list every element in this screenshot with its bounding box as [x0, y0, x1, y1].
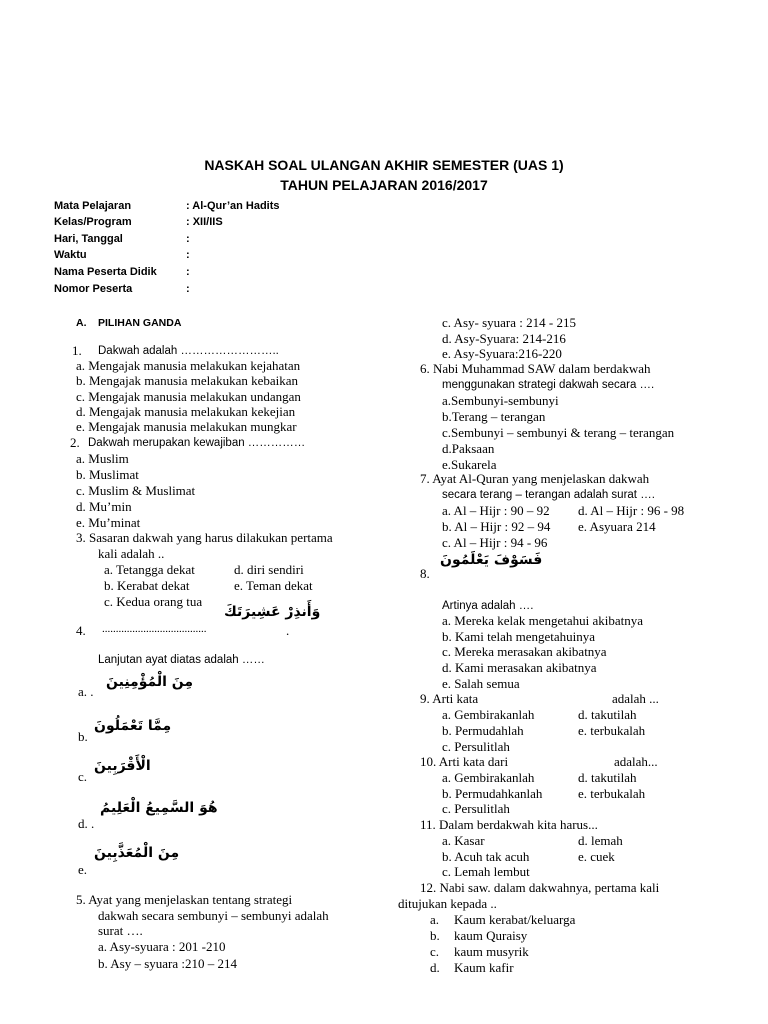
- question-stem: dakwah secara sembunyi – sembunyi adalah: [98, 908, 329, 923]
- info-label: Nomor Peserta: [54, 283, 133, 295]
- answer-option: Kaum kerabat/keluarga: [454, 912, 576, 927]
- answer-option: b. Asy – syuara :210 – 214: [98, 956, 238, 971]
- answer-option: d. takutilah: [578, 707, 637, 722]
- question-stem-end: adalah...: [614, 754, 658, 769]
- answer-option: d. Mu’min: [76, 499, 132, 514]
- info-value: :: [186, 266, 190, 278]
- answer-option: a.Sembunyi-sembunyi: [442, 393, 559, 408]
- answer-option: e. Mengajak manusia melakukan mungkar: [76, 419, 297, 434]
- question-stem: 6. Nabi Muhammad SAW dalam berdakwah: [420, 361, 651, 376]
- answer-option: c. Persulitlah: [442, 739, 510, 754]
- question-number: 1.: [72, 343, 82, 358]
- answer-option-label: b.: [430, 928, 440, 943]
- answer-option: b. Al – Hijr : 92 – 94: [442, 519, 551, 534]
- answer-option: b. Kami telah mengetahuinya: [442, 629, 596, 644]
- arabic-option: مِنَ الْمُؤْمِنِينَ: [106, 674, 194, 690]
- answer-option: e. terbukalah: [578, 786, 646, 801]
- answer-option: b. Permudahlah: [442, 723, 524, 738]
- answer-option: kaum musyrik: [454, 944, 529, 959]
- question-stem: 9. Arti kata: [420, 691, 479, 706]
- question-stem: 11. Dalam berdakwah kita harus...: [420, 817, 598, 832]
- arabic-option: مِمَّا تَعْمَلُونَ: [94, 718, 172, 734]
- question-stem: 10. Arti kata dari: [420, 754, 509, 769]
- answer-option: b. Kerabat dekat: [104, 578, 190, 593]
- answer-option: d.Paksaan: [442, 441, 495, 456]
- answer-option: a. Al – Hijr : 90 – 92: [442, 503, 550, 518]
- question-stem: Dakwah adalah ……………………..: [98, 345, 279, 357]
- answer-option: c. Persulitlah: [442, 801, 510, 816]
- answer-option: a. Gembirakanlah: [442, 770, 535, 785]
- answer-option: d. Mengajak manusia melakukan kekejian: [76, 404, 296, 419]
- answer-option: e. Salah semua: [442, 676, 520, 691]
- question-stem: 7. Ayat Al-Quran yang menjelaskan dakwah: [420, 471, 650, 486]
- answer-option-label: d.: [430, 960, 440, 975]
- answer-option: a. Mengajak manusia melakukan kejahatan: [76, 358, 301, 373]
- answer-option: d. lemah: [578, 833, 623, 848]
- answer-option: a. Kasar: [442, 833, 485, 848]
- answer-option: c. Asy- syuara : 214 - 215: [442, 315, 576, 330]
- answer-option: c. Lemah lembut: [442, 864, 530, 879]
- question-stem: Dakwah merupakan kewajiban ……………: [88, 437, 306, 449]
- answer-option-label: d. .: [78, 816, 95, 831]
- answer-option: a. Gembirakanlah: [442, 707, 535, 722]
- answer-option: b.Terang – terangan: [442, 409, 546, 424]
- answer-option: b. Mengajak manusia melakukan kebaikan: [76, 373, 299, 388]
- answer-option-label: b.: [78, 729, 88, 744]
- question-stem: surat ….: [98, 923, 143, 938]
- answer-option: c.Sembunyi – sembunyi & terang – terangan: [442, 425, 675, 440]
- info-label: Mata Pelajaran: [54, 200, 132, 212]
- answer-option: a. Mereka kelak mengetahui akibatnya: [442, 613, 644, 628]
- page-title: NASKAH SOAL ULANGAN AKHIR SEMESTER (UAS 1): [204, 157, 564, 173]
- question-stem: 5. Ayat yang menjelaskan tentang strategi: [76, 892, 293, 907]
- arabic-option: الْأَقْرَبِينَ: [94, 758, 151, 774]
- arabic-option: مِنَ الْمُعَذَّبِينَ: [94, 845, 180, 861]
- answer-option: e. terbukalah: [578, 723, 646, 738]
- answer-option: d. Kami merasakan akibatnya: [442, 660, 597, 675]
- answer-option: c. Kedua orang tua: [104, 594, 203, 609]
- question-stem: Lanjutan ayat diatas adalah ……: [98, 654, 265, 666]
- answer-option-label: a.: [430, 912, 440, 927]
- answer-option: b. Muslimat: [76, 467, 139, 482]
- answer-option-label: c.: [430, 944, 440, 959]
- answer-blank: ......................................: [102, 623, 207, 635]
- answer-option-label: c.: [78, 769, 88, 784]
- info-value: :: [186, 249, 190, 261]
- answer-option: d. Asy-Syuara: 214-216: [442, 331, 566, 346]
- answer-option: d. Al – Hijr : 96 - 98: [578, 503, 685, 518]
- verse-end: .: [286, 623, 290, 638]
- section-label: A.: [76, 317, 87, 329]
- answer-option: Kaum kafir: [454, 960, 514, 975]
- question-stem: ditujukan kepada ..: [398, 896, 497, 911]
- answer-option: e.Sukarela: [442, 457, 497, 472]
- question-stem: 3. Sasaran dakwah yang harus dilakukan pertama: [76, 530, 333, 545]
- info-label: Waktu: [54, 249, 87, 261]
- answer-option: e. Teman dekat: [234, 578, 313, 593]
- question-stem: kali adalah ..: [98, 546, 165, 561]
- question-number: 4.: [76, 623, 86, 638]
- answer-option: b. Permudahkanlah: [442, 786, 543, 801]
- arabic-option: هُوَ السَّمِيعُ الْعَلِيمُ: [100, 800, 218, 816]
- answer-option: e. Mu’minat: [76, 515, 141, 530]
- arabic-verse: وَأَنذِرْ عَشِيرَتَكَ: [224, 604, 321, 620]
- answer-option: a. Muslim: [76, 451, 129, 466]
- info-value: : Al-Qur’an Hadits: [186, 200, 280, 212]
- question-stem-end: adalah ...: [612, 691, 659, 706]
- question-number: 8.: [420, 566, 430, 581]
- arabic-verse: فَسَوْفَ يَعْلَمُونَ: [440, 552, 543, 568]
- info-value: : XII/IIS: [186, 216, 223, 228]
- answer-option: e. cuek: [578, 849, 615, 864]
- answer-option: kaum Quraisy: [454, 928, 528, 943]
- answer-option: d. diri sendiri: [234, 562, 304, 577]
- question-stem: 12. Nabi saw. dalam dakwahnya, pertama kali: [420, 880, 660, 895]
- question-stem: Artinya adalah ….: [442, 600, 534, 612]
- question-stem: menggunakan strategi dakwah secara ….: [442, 379, 655, 391]
- answer-option-label: e.: [78, 862, 88, 877]
- info-label: Nama Peserta Didik: [54, 266, 157, 278]
- info-label: Hari, Tanggal: [54, 233, 123, 245]
- answer-option: e. Asy-Syuara:216-220: [442, 346, 562, 361]
- info-label: Kelas/Program: [54, 216, 132, 228]
- answer-option: a. Tetangga dekat: [104, 562, 195, 577]
- answer-option: c. Al – Hijr : 94 - 96: [442, 535, 548, 550]
- answer-option: c. Mengajak manusia melakukan undangan: [76, 389, 301, 404]
- answer-option-label: a. .: [78, 684, 94, 699]
- answer-option: d. takutilah: [578, 770, 637, 785]
- page-subtitle: TAHUN PELAJARAN 2016/2017: [280, 177, 488, 193]
- answer-option: c. Mereka merasakan akibatnya: [442, 644, 607, 659]
- answer-option: b. Acuh tak acuh: [442, 849, 530, 864]
- answer-option: e. Asyuara 214: [578, 519, 656, 534]
- answer-option: a. Asy-syuara : 201 -210: [98, 939, 226, 954]
- question-stem: secara terang – terangan adalah surat ….: [442, 489, 655, 501]
- question-number: 2.: [70, 435, 80, 450]
- answer-option: c. Muslim & Muslimat: [76, 483, 196, 498]
- info-value: :: [186, 283, 190, 295]
- info-value: :: [186, 233, 190, 245]
- section-title: PILIHAN GANDA: [98, 317, 182, 329]
